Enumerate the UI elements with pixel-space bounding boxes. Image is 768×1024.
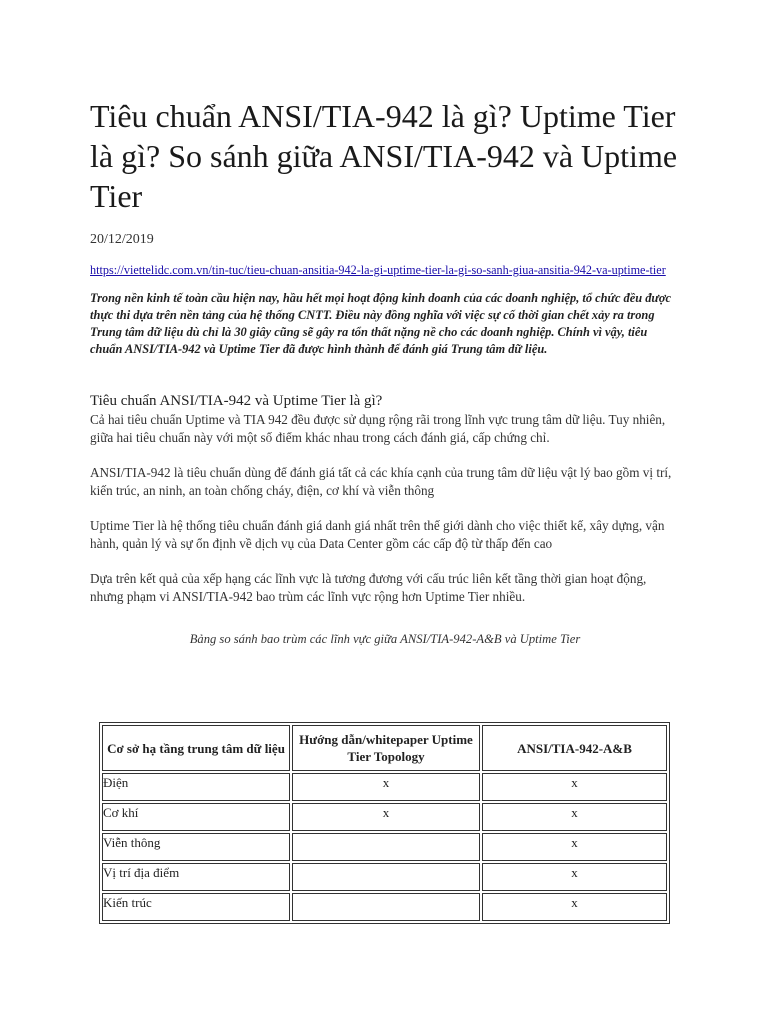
table-row <box>102 863 667 891</box>
row-label: Kiến trúc <box>102 893 290 921</box>
body-paragraph: ANSI/TIA-942 là tiêu chuẩn dùng để đánh giá tất cả các khía cạnh của trung tâm dữ liệu vật lý bao gồm vị trí, kiến trúc, an ninh, an toàn chống cháy, điện, cơ khí và viễn thông <box>90 465 672 498</box>
column-header-uptime: Hướng dẫn/whitepaper Uptime Tier Topology <box>292 725 480 771</box>
tia-mark: x <box>482 863 667 891</box>
comparison-table <box>99 722 670 924</box>
body-paragraph: Dựa trên kết quả của xếp hạng các lĩnh vực là tương đương với cấu trúc liên kết tầng thời gian hoạt động, nhưng phạm vi ANSI/TIA-942 bao trùm các lĩnh vực rộng hơn Uptime Tier nhiều. <box>90 571 647 604</box>
row-label: Viễn thông <box>102 833 290 861</box>
source-link[interactable]: https://viettelidc.com.vn/tin-tuc/tieu-chuan-ansitia-942-la-gi-uptime-tier-la-gi-so-sanh-giua-ansitia-942-va-uptime-tier <box>90 263 666 277</box>
tia-mark: x <box>482 803 667 831</box>
uptime-mark <box>292 863 480 891</box>
intro-paragraph: Trong nền kinh tế toàn cầu hiện nay, hầu hết mọi hoạt động kinh doanh của các doanh nghiệp, tổ chức đều được thực thi dựa trên nền tảng của hệ thống CNTT. Điều này đồng nghĩa với việc sự cố thời gian chết xảy ra trong Trung tâm dữ liệu dù chỉ là 30 giây cũng sẽ gây ra tổn thất nặng nề cho các doanh nghiệp. Chính vì vậy, tiêu chuẩn ANSI/TIA-942 và Uptime Tier đã được hình thành để đánh giá Trung tâm dữ liệu. <box>90 291 672 356</box>
table-row <box>102 833 667 861</box>
table-header-row <box>102 725 667 771</box>
tia-mark: x <box>482 773 667 801</box>
uptime-mark <box>292 833 480 861</box>
body-paragraph: Cả hai tiêu chuẩn Uptime và TIA 942 đều được sử dụng rộng rãi trong lĩnh vực trung tâm dữ liệu. Tuy nhiên, giữa hai tiêu chuẩn này với một số điểm khác nhau trong cách đánh giá, cấp chứng chỉ. <box>90 412 666 445</box>
table-row <box>102 893 667 921</box>
publish-date: 20/12/2019 <box>90 232 154 247</box>
uptime-mark <box>292 893 480 921</box>
table-row <box>102 773 667 801</box>
table-row <box>102 803 667 831</box>
row-label: Điện <box>102 773 290 801</box>
column-header-tia: ANSI/TIA-942-A&B <box>482 725 667 771</box>
table-caption: Bảng so sánh bao trùm các lĩnh vực giữa ANSI/TIA-942-A&B và Uptime Tier <box>189 632 581 646</box>
row-label: Vị trí địa điểm <box>102 863 290 891</box>
article-title: Tiêu chuẩn ANSI/TIA-942 là gì? Uptime Tier là gì? So sánh giữa ANSI/TIA-942 và Uptime Tier <box>90 98 678 214</box>
article <box>90 96 680 648</box>
uptime-mark: x <box>292 773 480 801</box>
tia-mark: x <box>482 893 667 921</box>
body-paragraph: Uptime Tier là hệ thống tiêu chuẩn đánh giá danh giá nhất trên thế giới dành cho việc thiết kế, xây dựng, vận hành, quản lý và sự ổn định về dịch vụ của Data Center gồm các cấp độ từ thấp đến cao <box>90 518 665 551</box>
column-header-infrastructure: Cơ sở hạ tầng trung tâm dữ liệu <box>102 725 290 771</box>
row-label: Cơ khí <box>102 803 290 831</box>
uptime-mark: x <box>292 803 480 831</box>
section-heading: Tiêu chuẩn ANSI/TIA-942 và Uptime Tier là gì? <box>90 393 383 409</box>
tia-mark: x <box>482 833 667 861</box>
